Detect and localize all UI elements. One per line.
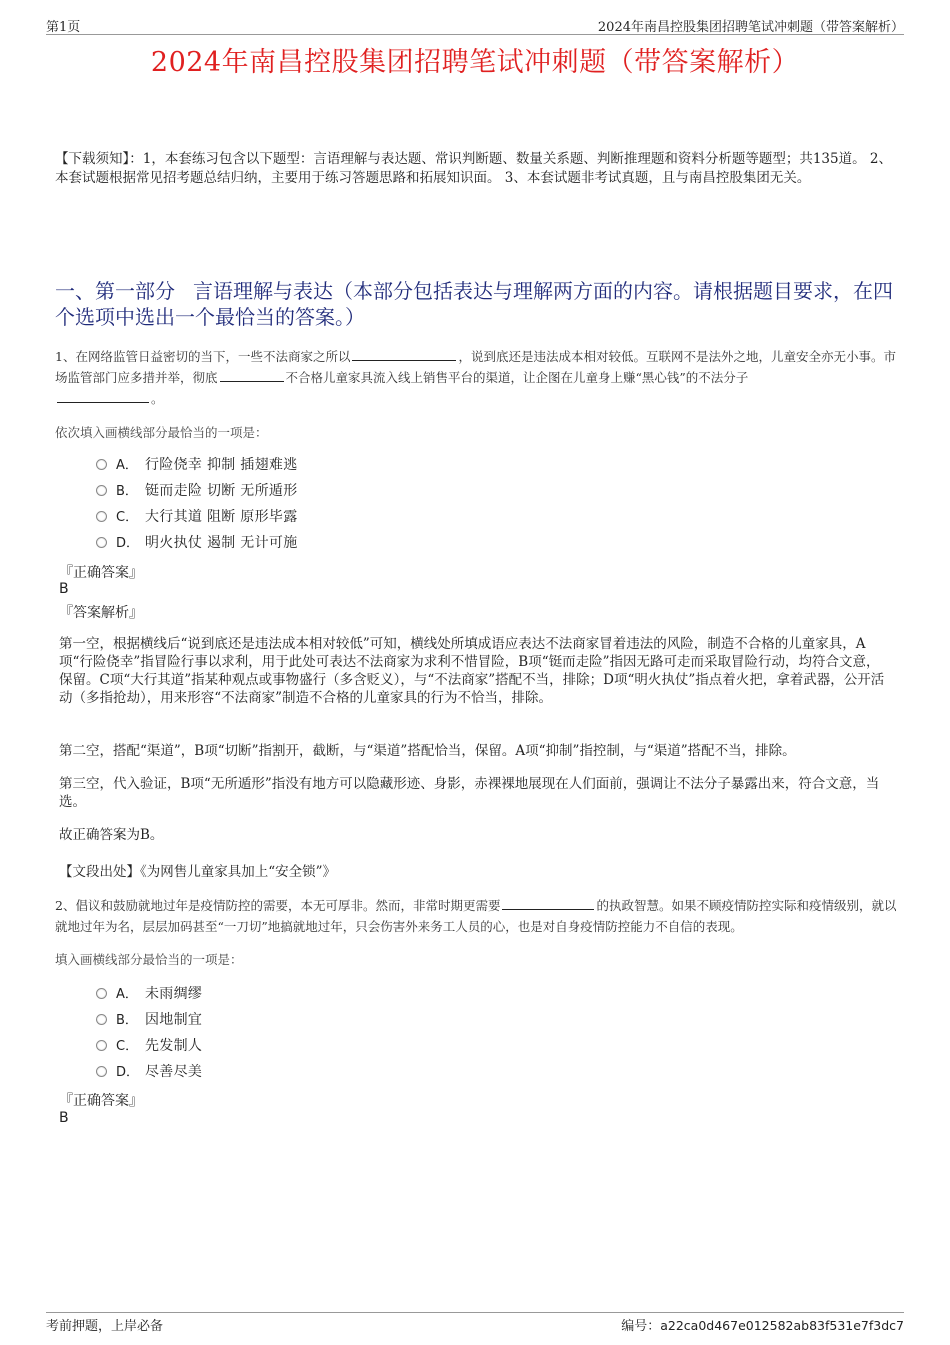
question-2-stem: 2、倡议和鼓励就地过年是疫情防控的需要，本无可厚非。然而，非常时期更需要 的执政智慧。如果不顾疫情防控实际和疫情级别，就以就地过年为名，层层加码甚至“一刀切”地搞就地过年，只会伤害外来务工人员的心，也是对自身疫情防控能力不自信的表现。 bbox=[55, 895, 900, 937]
page-number: 第1页 bbox=[46, 20, 81, 35]
page-header bbox=[46, 14, 904, 35]
analysis-label: 『答案解析』 bbox=[59, 605, 143, 621]
document-code: 编号：a22ca0d467e012582ab83f531e7f3dc7 bbox=[621, 1318, 904, 1334]
question-2-options bbox=[96, 981, 202, 1085]
analysis-conclusion: 故正确答案为B。 bbox=[59, 827, 164, 843]
analysis-paragraph: 第一空，根据横线后“说到底还是违法成本相对较低”可知，横线处所填成语应表达不法商家冒着违法的风险，制造不合格的儿童家具，A项“行险侥幸”指冒险行事以求利，用于此处可表达不法商家为求利不惜冒险，B项“铤而走险”指因无路可走而采取冒险行动，均符合文意，保留。C项“大行其道”指某种观点或事物盛行（多含贬义），与“不法商家”搭配不当，排除；D项“明火执仗”指点着火把，拿着武器，公开活动（多指抢劫），用来形容“不法商家”制造不合格的儿童家具的行为不恰当，排除。 bbox=[59, 636, 885, 706]
option-d[interactable]: D． 尽善尽美 bbox=[96, 1059, 202, 1085]
option-a[interactable]: A． 行险侥幸 抑制 插翅难逃 bbox=[96, 452, 298, 478]
option-b[interactable]: B． 铤而走险 切断 无所遁形 bbox=[96, 478, 298, 504]
option-d[interactable]: D． 明火执仗 遏制 无计可施 bbox=[96, 530, 298, 556]
correct-answer: B bbox=[59, 1110, 69, 1126]
section-part: 一、第一部分 bbox=[55, 279, 175, 303]
page-footer bbox=[46, 1312, 904, 1333]
option-b[interactable]: B． 因地制宜 bbox=[96, 1007, 202, 1033]
correct-answer: B bbox=[59, 581, 69, 597]
question-2-instruction: 填入画横线部分最恰当的一项是： bbox=[55, 952, 243, 967]
radio-button-icon[interactable] bbox=[96, 1040, 107, 1051]
fill-blank bbox=[502, 895, 594, 910]
radio-button-icon[interactable] bbox=[96, 511, 107, 522]
radio-button-icon[interactable] bbox=[96, 1066, 107, 1077]
header-doc-name: 2024年南昌控股集团招聘笔试冲刺题（带答案解析） bbox=[597, 20, 904, 35]
analysis-paragraph: 第三空，代入验证，B项“无所遁形”指没有地方可以隐藏形迹、身影，赤裸裸地展现在人们面前，强调让不法分子暴露出来，符合文意，当选。 bbox=[59, 776, 880, 810]
document-title: 2024年南昌控股集团招聘笔试冲刺题（带答案解析） bbox=[150, 47, 800, 78]
question-1-stem: 1、在网络监管日益密切的当下，一些不法商家之所以 ，说到底还是违法成本相对较低。互联网不是法外之地，儿童安全亦无小事。市场监管部门应多措并举，彻底 不合格儿童家具流入线上销售平台的渠道，让企图在儿童身上赚“黑心钱”的不法分子 。 bbox=[55, 346, 900, 409]
section-title: 言语理解与表达（本部分包括表达与理解两方面的内容。请根据题目要求，在四个选项中选出一个最恰当的答案。） bbox=[55, 279, 893, 329]
download-notice: 【下载须知】：1，本套练习包含以下题型：言语理解与表达题、常识判断题、数量关系题、判断推理题和资料分析题等题型；共135道。 2、本套试题根据常见招考题总结归纳，主要用于练习答题思路和拓展知识面。 3、本套试题非考试真题，且与南昌控股集团无关。 bbox=[55, 151, 892, 186]
passage-source: 【文段出处】《为网售儿童家具加上“安全锁”》 bbox=[59, 864, 337, 880]
option-c[interactable]: C． 大行其道 阻断 原形毕露 bbox=[96, 504, 298, 530]
radio-button-icon[interactable] bbox=[96, 988, 107, 999]
footer-slogan: 考前押题，上岸必备 bbox=[46, 1319, 164, 1334]
correct-answer-label: 『正确答案』 bbox=[59, 565, 143, 581]
question-1-options bbox=[96, 452, 298, 556]
question-1-instruction: 依次填入画横线部分最恰当的一项是： bbox=[55, 425, 268, 440]
radio-button-icon[interactable] bbox=[96, 485, 107, 496]
section-heading bbox=[55, 278, 895, 330]
fill-blank bbox=[352, 346, 456, 361]
option-a[interactable]: A． 未雨绸缪 bbox=[96, 981, 202, 1007]
radio-button-icon[interactable] bbox=[96, 459, 107, 470]
analysis-paragraph: 第二空，搭配“渠道”，B项“切断”指割开，截断，与“渠道”搭配恰当，保留。A项“抑制”指控制，与“渠道”搭配不当，排除。 bbox=[59, 743, 796, 759]
correct-answer-label: 『正确答案』 bbox=[59, 1093, 143, 1109]
fill-blank bbox=[220, 367, 284, 382]
option-c[interactable]: C． 先发制人 bbox=[96, 1033, 202, 1059]
radio-button-icon[interactable] bbox=[96, 537, 107, 548]
fill-blank bbox=[57, 388, 149, 403]
radio-button-icon[interactable] bbox=[96, 1014, 107, 1025]
